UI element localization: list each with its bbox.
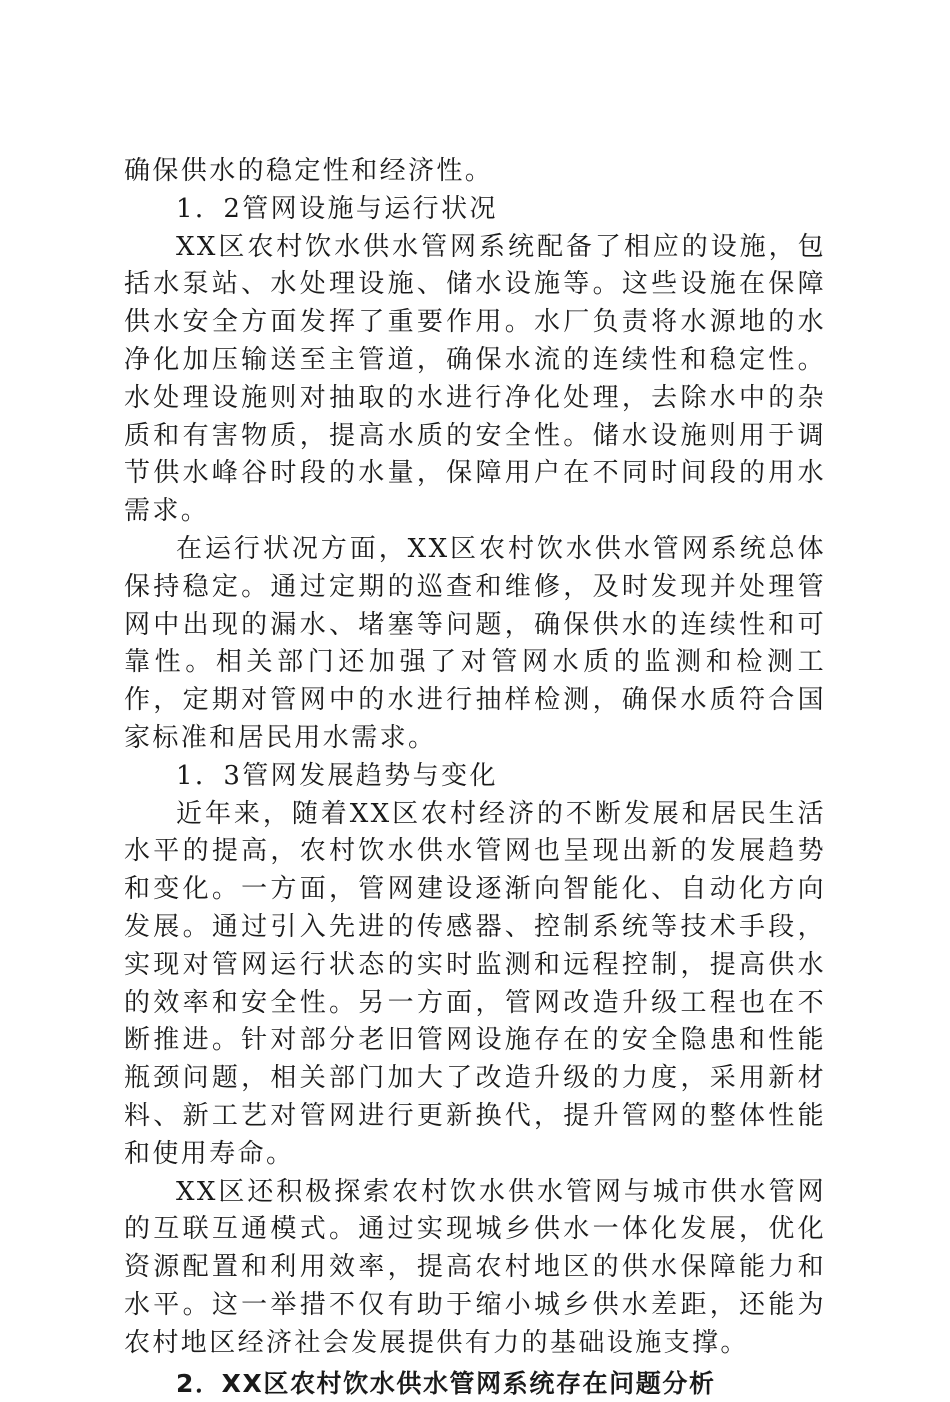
paragraph-trends: 近年来，随着XX区农村经济的不断发展和居民生活水平的提高，农村饮水供水管网也呈现出新的发展趋势和变化。一方面，管网建设逐渐向智能化、自动化方向发展。通过引入先进的传感器、控制系统等技术手段，实现对管网运行状态的实时监测和远程控制，提高供水的效率和安全性。另一方面，管网改造升级工程也在不断推进。针对部分老旧管网设施存在的安全隐患和性能瓶颈问题，相关部门加大了改造升级的力度，采用新材料、新工艺对管网进行更新换代，提升管网的整体性能和使用寿命。 xyxy=(124,796,826,1174)
paragraph-operation: 在运行状况方面，XX区农村饮水供水管网系统总体保持稳定。通过定期的巡查和维修，及时发现并处理管网中出现的漏水、堵塞等问题，确保供水的连续性和可靠性。相关部门还加强了对管网水质的监测和检测工作，定期对管网中的水进行抽样检测，确保水质符合国家标准和居民用水需求。 xyxy=(124,531,826,758)
document-body xyxy=(124,153,826,1402)
section-heading-1-3: 1．3管网发展趋势与变化 xyxy=(124,758,826,796)
paragraph-continued: 确保供水的稳定性和经济性。 xyxy=(124,153,826,191)
paragraph-integration: XX区还积极探索农村饮水供水管网与城市供水管网的互联互通模式。通过实现城乡供水一体化发展，优化资源配置和利用效率，提高农村地区的供水保障能力和水平。这一举措不仅有助于缩小城乡供水差距，还能为农村地区经济社会发展提供有力的基础设施支撑。 xyxy=(124,1174,826,1363)
section-heading-2: 2．XX区农村饮水供水管网系统存在问题分析 xyxy=(124,1365,826,1402)
section-heading-1-2: 1．2管网设施与运行状况 xyxy=(124,191,826,229)
paragraph-facilities: XX区农村饮水供水管网系统配备了相应的设施，包括水泵站、水处理设施、储水设施等。这些设施在保障供水安全方面发挥了重要作用。水厂负责将水源地的水净化加压输送至主管道，确保水流的连续性和稳定性。水处理设施则对抽取的水进行净化处理，去除水中的杂质和有害物质，提高水质的安全性。储水设施则用于调节供水峰谷时段的水量，保障用户在不同时间段的用水需求。 xyxy=(124,229,826,531)
